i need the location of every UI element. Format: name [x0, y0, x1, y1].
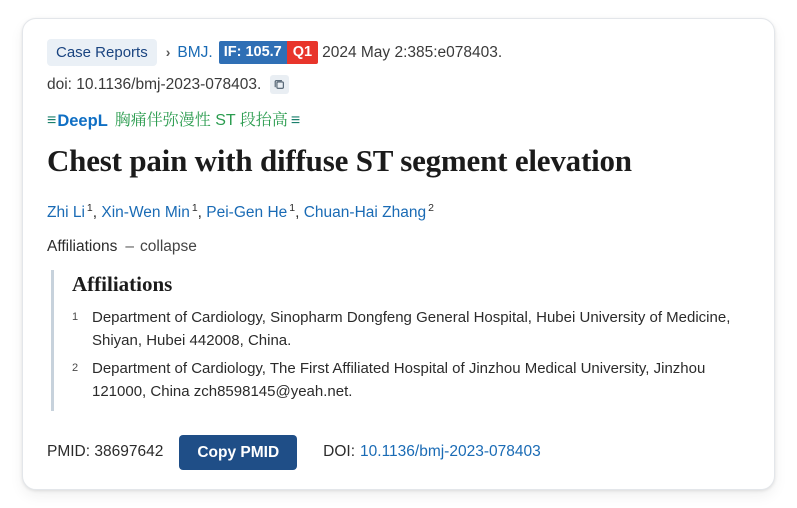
pmid-label: PMID: 38697642 — [47, 443, 164, 461]
deepl-end-mark-icon: ≡ — [290, 112, 300, 130]
collapse-link[interactable]: collapse — [140, 238, 197, 256]
doi-line — [47, 75, 750, 94]
affiliation-text: Department of Cardiology, Sinopharm Dongfeng General Hospital, Hubei University of Medicine, Shiyan, Hubei 442008, China. — [92, 309, 731, 350]
issue-info: 2024 May 2:385:e078403. — [322, 43, 503, 61]
doi-text: doi: 10.1136/bmj-2023-078403. — [47, 75, 262, 93]
citation-line — [47, 39, 750, 66]
affiliations-toggle-dash: – — [125, 238, 134, 256]
affiliations-toggle-label: Affiliations — [47, 238, 118, 256]
author-item — [304, 204, 434, 221]
list-item — [72, 358, 750, 404]
chevron-right-icon: › — [165, 43, 171, 60]
author-affiliation-marker: 1 — [86, 202, 93, 215]
publication-type-badge[interactable]: Case Reports — [47, 39, 157, 66]
author-link[interactable]: Chuan-Hai Zhang — [303, 204, 427, 222]
affiliations-heading: Affiliations — [72, 272, 173, 297]
author-item — [101, 204, 202, 221]
author-separator: , — [92, 204, 98, 222]
author-affiliation-marker: 2 — [428, 202, 434, 215]
author-affiliation-marker: 1 — [191, 202, 198, 215]
author-link[interactable]: Xin-Wen Min — [101, 204, 190, 222]
affiliation-text: Department of Cardiology, The First Affiliated Hospital of Jinzhou Medical University, Jinzhou 121000, China zch8598145@yeah.net. — [92, 360, 706, 400]
article-card — [22, 18, 775, 490]
doi-link[interactable]: 10.1136/bmj-2023-078403 — [360, 443, 541, 461]
list-item — [72, 307, 750, 353]
author-separator: , — [295, 204, 300, 222]
article-footer — [47, 435, 750, 471]
affiliations-block — [51, 270, 750, 410]
deepl-translation-row — [47, 111, 750, 132]
author-list — [47, 201, 750, 224]
copy-pmid-button[interactable]: Copy PMID — [179, 435, 297, 471]
copy-icon[interactable] — [270, 75, 289, 94]
author-link[interactable]: Zhi Li — [47, 204, 85, 222]
author-separator: , — [197, 204, 202, 222]
translated-title: 胸痛伴弥漫性 ST 段抬高 — [114, 112, 288, 130]
author-affiliation-marker: 1 — [289, 202, 296, 215]
author-link[interactable]: Pei-Gen He — [206, 204, 288, 222]
affiliations-list — [72, 307, 750, 403]
doi-label: DOI: — [323, 443, 356, 461]
page-title: Chest pain with diffuse ST segment elevation — [47, 143, 632, 179]
author-item — [206, 204, 299, 221]
deepl-brand-label: DeepL — [57, 112, 108, 130]
impact-factor-badge: IF: 105.7 — [219, 41, 287, 64]
deepl-mark-icon: ≡ — [47, 112, 56, 130]
quartile-badge: Q1 — [287, 41, 318, 64]
journal-link[interactable]: BMJ. — [177, 43, 213, 61]
affiliation-number: 1 — [72, 311, 79, 324]
author-item — [47, 204, 97, 221]
affiliation-number: 2 — [72, 362, 79, 375]
affiliations-toggle[interactable] — [47, 238, 750, 256]
